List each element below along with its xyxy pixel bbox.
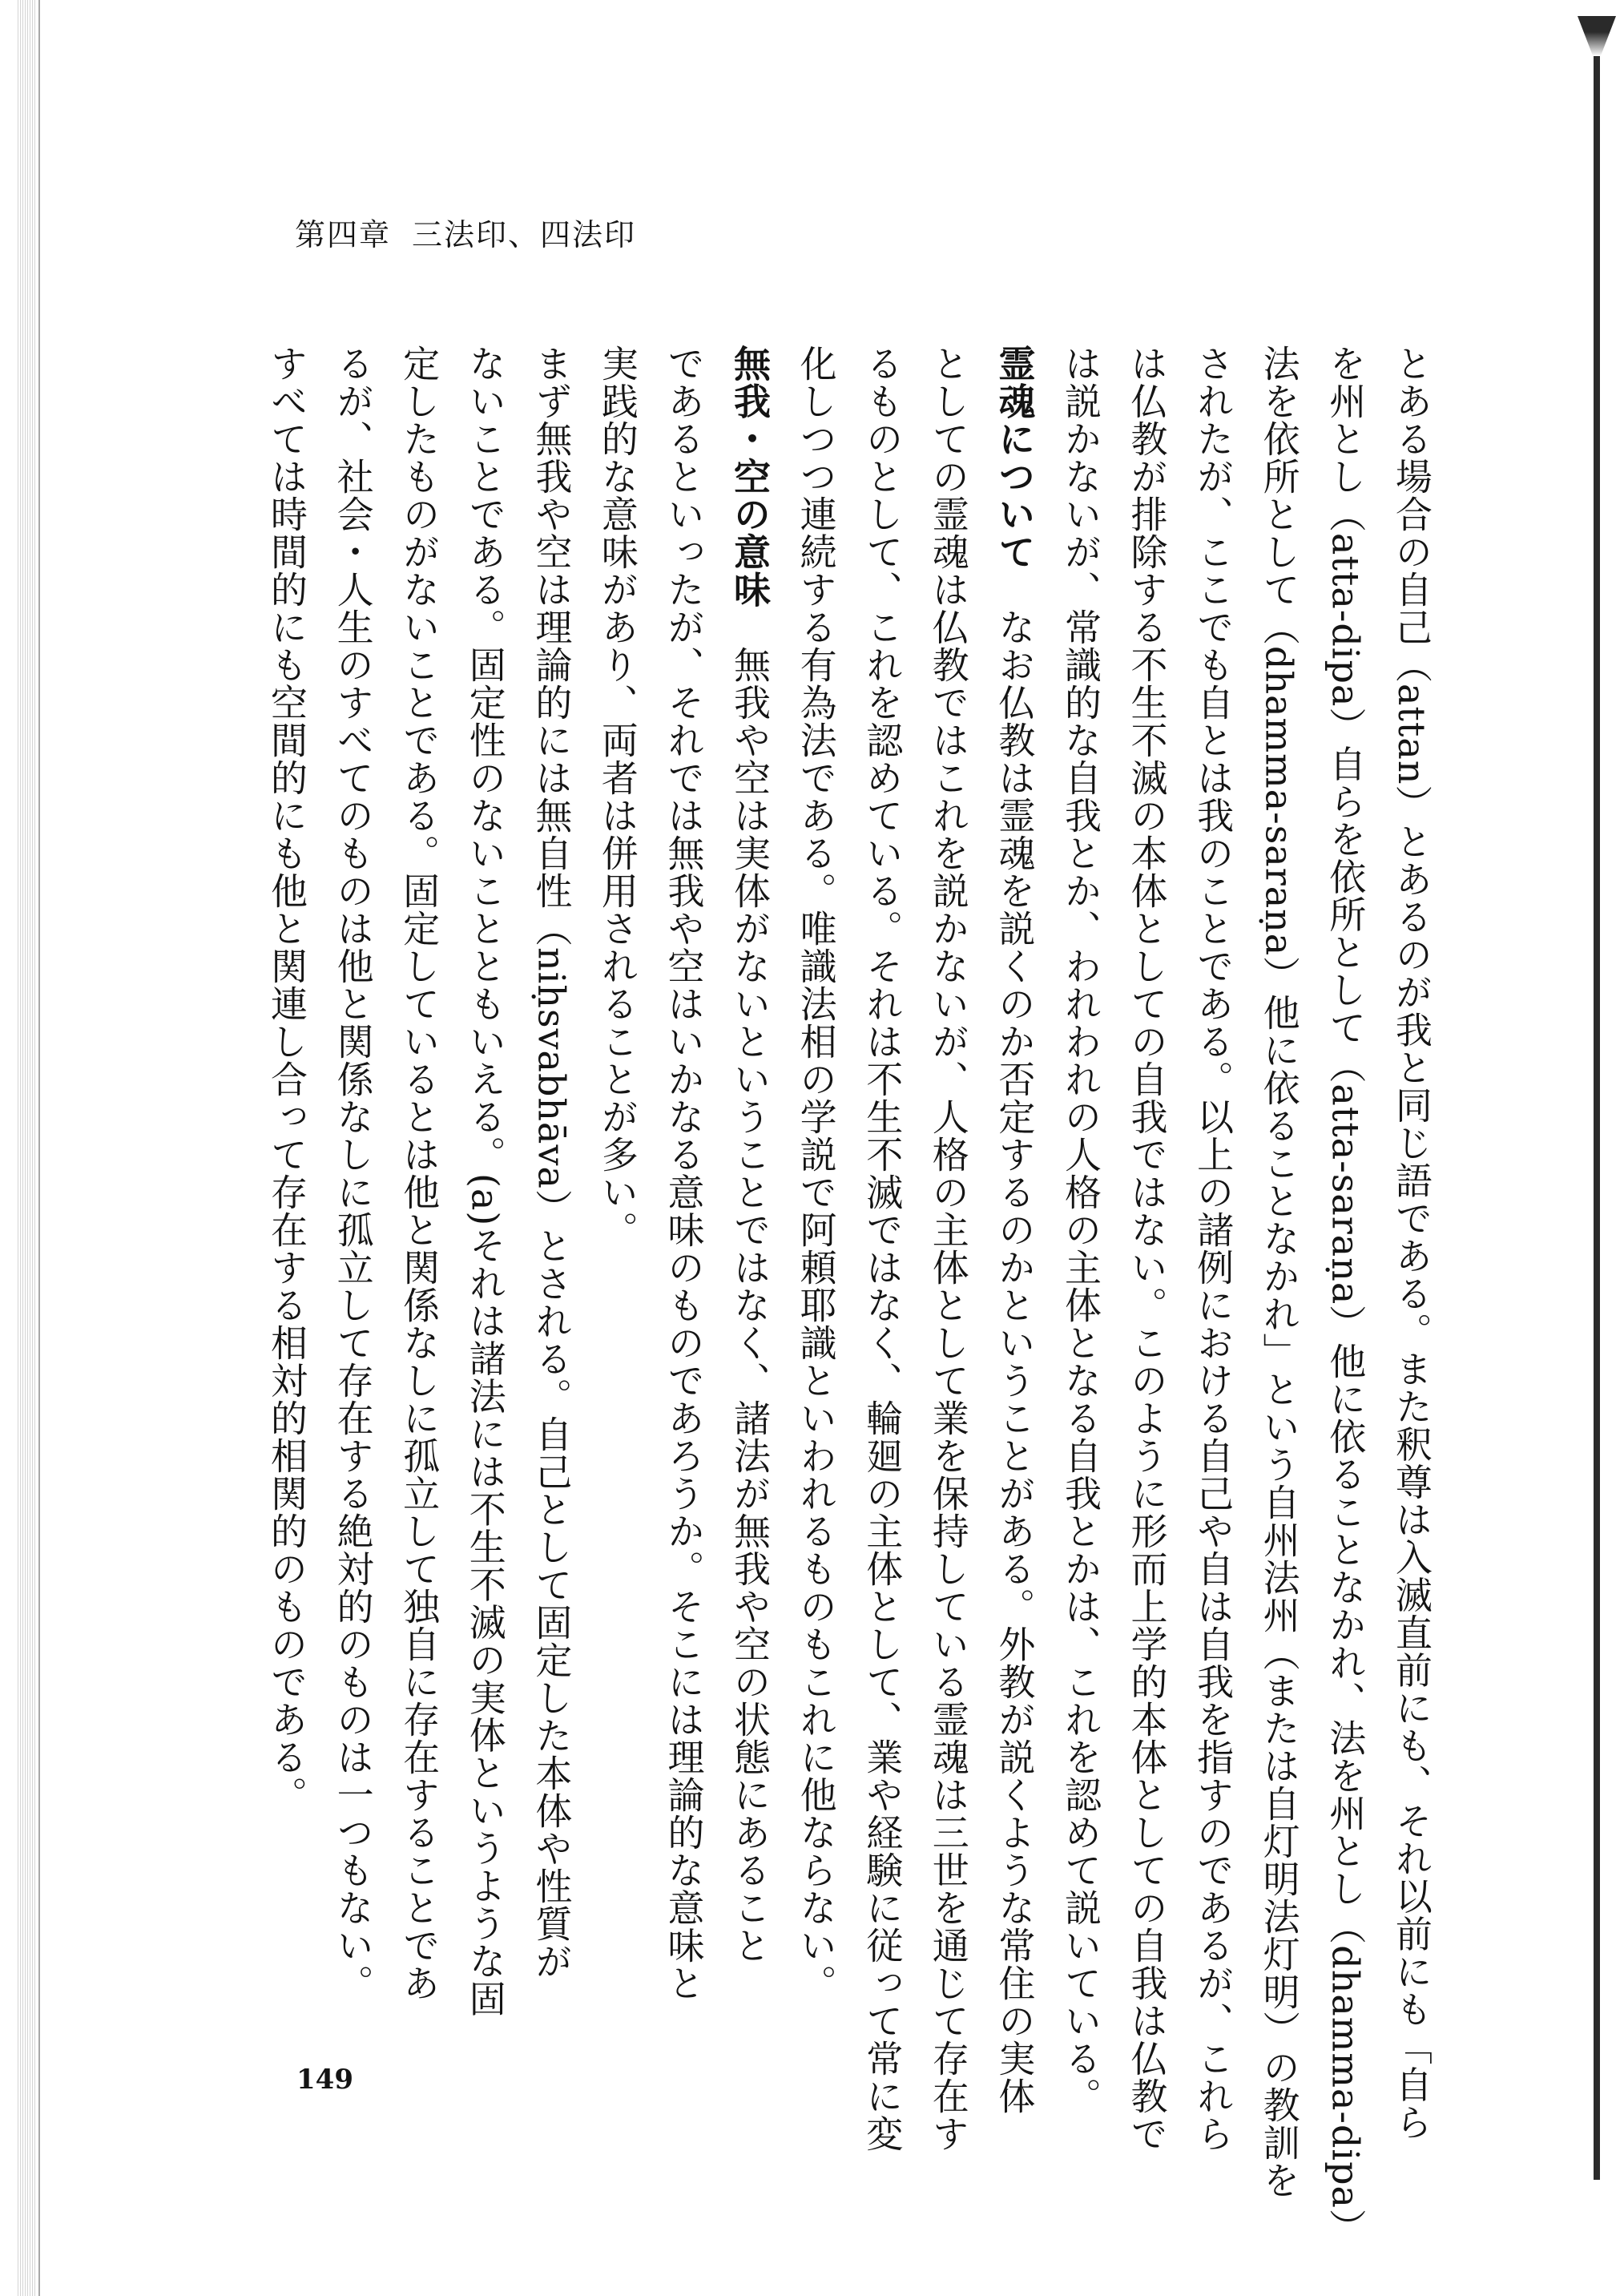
column-text: とある場合の自己（attan）とあるのが我と同じ語である。また釈尊は入滅直前にも、それ以前にも「自ら — [1389, 345, 1433, 2141]
column-text: は説かないが、常識的な自我とか、われわれの人格の主体となる自我とかは、これを認めて説いている。 — [1058, 345, 1102, 2115]
column-text: 化しつつ連続する有為法である。唯識法相の学説で阿頼耶識といわれるものもこれに他ならない。 — [794, 345, 838, 2002]
text-column-5 — [1125, 345, 1169, 2153]
column-text: すべては時間的にも空間的にも他と関連し合って存在する相対的相関的のものである。 — [265, 345, 308, 1814]
text-column-16 — [397, 345, 441, 2068]
column-text: を州とし（atta-dipa）自らを依所として（atta-saraṇa）他に依ることなかれ、法を州とし（dhamma-dipa） — [1324, 345, 1368, 2246]
text-column-12 — [662, 345, 706, 2068]
column-text: 実践的な意味があり、両者は併用されることが多い。 — [595, 345, 639, 1249]
chapter-label: 第四章 — [295, 217, 392, 252]
text-column-14 — [530, 345, 574, 2068]
column-text: であるといったが、それでは無我や空はいかなる意味のものであろうか。そこには理論的な意味と — [662, 345, 706, 2002]
column-text: まず無我や空は理論的には無自性（niḥsvabhāva）とされる。自己として固定した本体や性質が — [530, 345, 574, 1980]
text-column-15 — [463, 345, 507, 2068]
column-text: 無我や空は実体がないということではなく、諸法が無我や空の状態にあること — [728, 608, 772, 1964]
text-column-11 — [728, 345, 772, 2068]
text-column-8 — [926, 345, 970, 2153]
text-column-3 — [1257, 345, 1301, 2200]
column-text: なお仏教は霊魂を説くのか否定するのかということがある。外教が説くような常住の実体 — [993, 571, 1037, 2115]
column-text: 法を依所として（dhamma-saraṇa）他に依ることなかれ」という自州法州（または自灯明法灯明）の教訓を — [1257, 345, 1301, 2200]
column-text: は仏教が排除する不生不滅の本体としての自我ではない。このように形而上学的本体としての自我は仏教で — [1125, 345, 1169, 2153]
text-column-10 — [794, 345, 838, 2068]
text-column-1 — [1389, 345, 1433, 2141]
text-column-4 — [1191, 345, 1235, 2153]
column-text: ないことである。固定性のないことともいえる。(a)それは諸法には不生不滅の実体というような固 — [463, 345, 507, 2018]
section-heading-anatta: 無我・空の意味 — [728, 345, 772, 608]
book-spine-shadow — [18, 0, 35, 2296]
running-head — [295, 210, 636, 254]
text-column-2 — [1324, 345, 1368, 2246]
page-edge-bar — [1594, 16, 1600, 2180]
chapter-title: 三法印、四法印 — [412, 217, 637, 252]
section-heading-soul: 霊魂について — [993, 345, 1037, 571]
text-column-17 — [331, 345, 375, 2068]
text-column-18 — [265, 345, 308, 2068]
column-text: されたが、ここでも自とは我のことである。以上の諸例における自己や自は自我を指すのであるが、これら — [1191, 345, 1235, 2153]
column-text: としての霊魂は仏教ではこれを説かないが、人格の主体として業を保持している霊魂は三世を通じて存在す — [926, 345, 970, 2153]
column-text: るが、社会・人生のすべてのものは他と関係なしに孤立して存在する絶対的のものは一つもない。 — [331, 345, 375, 2002]
column-text: 定したものがないことである。固定しているとは他と関係なしに孤立して独自に存在することであ — [397, 345, 441, 2002]
text-column-7 — [993, 345, 1037, 2115]
column-text: るものとして、これを認めている。それは不生不滅ではなく、輪廻の主体として、業や経験に従って常に変 — [860, 345, 905, 2153]
text-column-13 — [595, 345, 639, 2068]
book-gutter-line — [38, 0, 40, 2296]
page-edge-mark — [1578, 16, 1616, 56]
text-column-9 — [860, 345, 905, 2153]
page-number: 149 — [296, 2064, 353, 2096]
text-column-6 — [1058, 345, 1102, 2115]
